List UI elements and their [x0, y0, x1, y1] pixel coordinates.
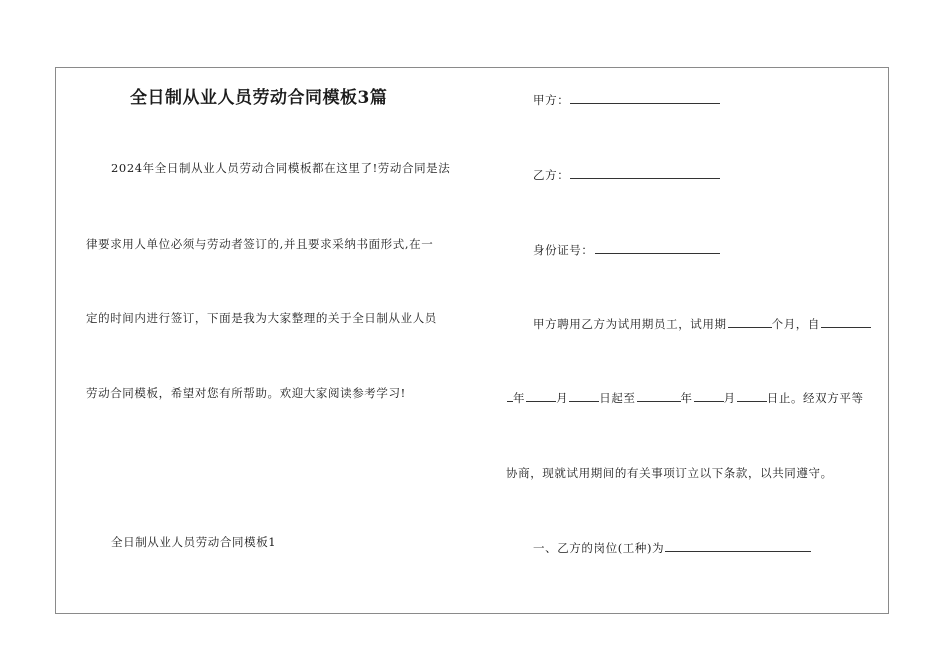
party-a-field — [533, 95, 720, 107]
id-number-blank — [595, 252, 720, 254]
intro-line-4: 劳动合同模板，希望对您有所帮助。欢迎大家阅读参考学习! — [86, 386, 406, 400]
end-month-blank — [694, 400, 724, 402]
document-title: 全日制从业人员劳动合同模板3篇 — [130, 88, 388, 108]
probation-months-blank — [728, 326, 772, 328]
clause-one-label: 一、乙方的岗位(工种)为 — [533, 541, 665, 555]
month-label-2: 月 — [723, 391, 736, 405]
id-number-label: 身份证号： — [533, 243, 594, 257]
day-to-label: 日起至 — [599, 391, 636, 405]
party-a-blank — [570, 102, 720, 104]
start-month-blank — [526, 400, 556, 402]
year-label-2: 年 — [680, 391, 693, 405]
day-end-label: 日止。经双方平等 — [766, 391, 864, 405]
party-a-label: 甲方： — [533, 93, 570, 107]
page-frame — [55, 67, 889, 614]
party-b-field — [533, 170, 720, 182]
probation-text-2: 个月，自 — [771, 317, 821, 331]
party-b-label: 乙方： — [533, 168, 570, 182]
probation-line-1 — [533, 319, 871, 331]
section-heading: 全日制从业人员劳动合同模板1 — [111, 535, 277, 549]
id-number-field — [533, 245, 720, 257]
end-day-blank — [737, 400, 767, 402]
probation-line-3: 协商，现就试用期间的有关事项订立以下条款，以共同遵守。 — [506, 466, 833, 480]
clause-one — [533, 543, 811, 555]
probation-text-1: 甲方聘用乙方为试用期员工，试用期 — [533, 317, 727, 331]
month-label-1: 月 — [556, 391, 569, 405]
intro-line-3: 定的时间内进行签订，下面是我为大家整理的关于全日制从业人员 — [86, 311, 437, 325]
intro-line-2: 律要求用人单位必须与劳动者签订的,并且要求采纳书面形式,在一 — [86, 237, 434, 251]
clause-one-blank — [665, 550, 811, 552]
intro-line-1: 2024年全日制从业人员劳动合同模板都在这里了!劳动合同是法 — [111, 161, 451, 175]
probation-line-2 — [506, 393, 864, 405]
start-day-blank — [569, 400, 599, 402]
probation-start-year-blank — [821, 326, 871, 328]
party-b-blank — [570, 177, 720, 179]
end-year-blank — [637, 400, 681, 402]
year-label-1: 年 — [513, 391, 526, 405]
